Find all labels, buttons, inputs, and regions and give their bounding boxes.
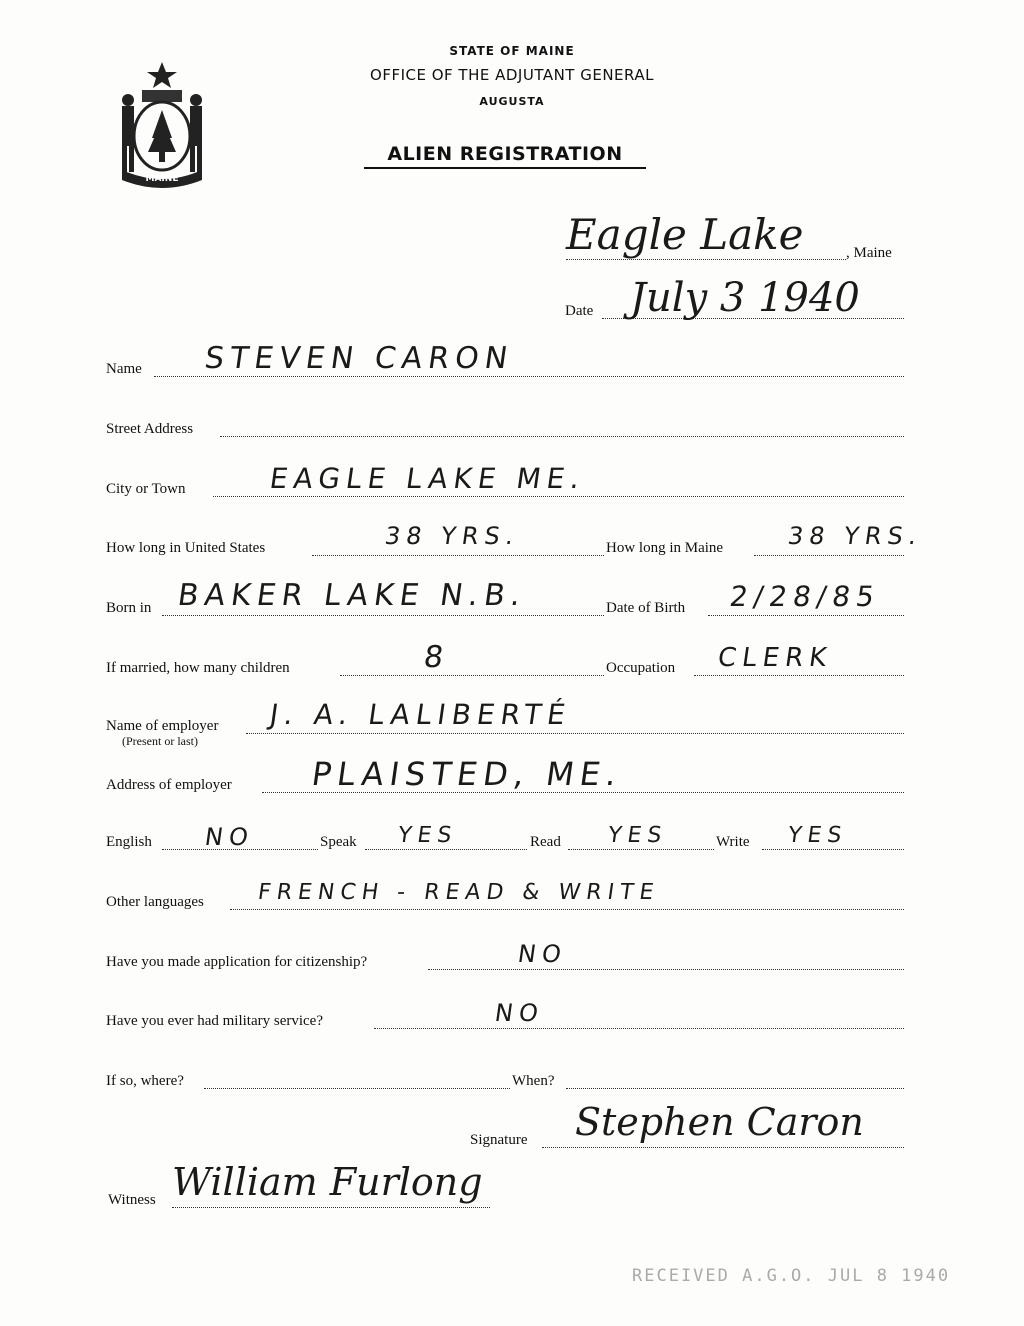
office-heading: OFFICE OF THE ADJUTANT GENERAL (370, 66, 654, 84)
signature-label: Signature (470, 1132, 528, 1148)
received-stamp: RECEIVED A.G.O. JUL 8 1940 (632, 1266, 951, 1286)
born-value: BAKER LAKE N.B. (175, 578, 529, 613)
signature-value: Stephen Caron (575, 1100, 864, 1144)
read-label: Read (530, 834, 561, 850)
street-label: Street Address (106, 421, 194, 437)
seal-lettering: MAINE (145, 174, 179, 184)
citizenship-label: Have you made application for citizenship? (106, 954, 368, 970)
name-value: STEVEN CARON (202, 341, 516, 376)
other-languages-label: Other languages (106, 894, 204, 910)
military-value: NO (493, 999, 546, 1027)
form-title: ALIEN REGISTRATION (364, 143, 646, 169)
dob-label: Date of Birth (606, 600, 686, 616)
employer-address-value: PLAISTED, ME. (309, 755, 625, 793)
years-us-value: 38 YRS. (383, 522, 522, 550)
date-value: July 3 1940 (630, 275, 860, 321)
english-value: NO (203, 823, 256, 851)
write-label: Write (716, 834, 750, 850)
years-maine-value: 38 YRS. (786, 522, 925, 550)
city-heading: AUGUSTA (479, 95, 545, 108)
born-label: Born in (106, 600, 152, 616)
read-value: YES (606, 823, 670, 848)
military-label: Have you ever had military service? (106, 1013, 323, 1029)
speak-value: YES (396, 823, 460, 848)
where-label: If so, where? (106, 1073, 184, 1089)
occupation-label: Occupation (606, 660, 676, 676)
location-value: Eagle Lake (566, 210, 804, 259)
children-value: 8 (421, 640, 452, 675)
employer-address-label: Address of employer (106, 777, 232, 793)
dob-value: 2/28/85 (727, 580, 883, 613)
witness-value: William Furlong (172, 1160, 483, 1204)
speak-label: Speak (320, 834, 357, 850)
years-us-label: How long in United States (106, 540, 266, 556)
city-value: EAGLE LAKE ME. (267, 462, 588, 495)
children-label: If married, how many children (106, 660, 290, 676)
location-suffix: , Maine (846, 245, 892, 261)
employer-label: Name of employer (106, 718, 219, 734)
date-label: Date (565, 303, 594, 319)
name-label: Name (106, 361, 142, 377)
employer-sublabel: (Present or last) (122, 734, 198, 748)
occupation-value: CLERK (715, 643, 835, 673)
employer-value: J. A. LALIBERTÉ (267, 698, 574, 731)
witness-label: Witness (108, 1192, 156, 1208)
other-languages-value: FRENCH - READ & WRITE (256, 880, 662, 905)
when-label: When? (512, 1073, 555, 1089)
years-maine-label: How long in Maine (606, 540, 724, 556)
english-label: English (106, 834, 152, 850)
write-value: YES (786, 823, 850, 848)
city-label: City or Town (106, 481, 186, 497)
state-heading: STATE OF MAINE (449, 44, 575, 58)
citizenship-value: NO (516, 940, 569, 968)
